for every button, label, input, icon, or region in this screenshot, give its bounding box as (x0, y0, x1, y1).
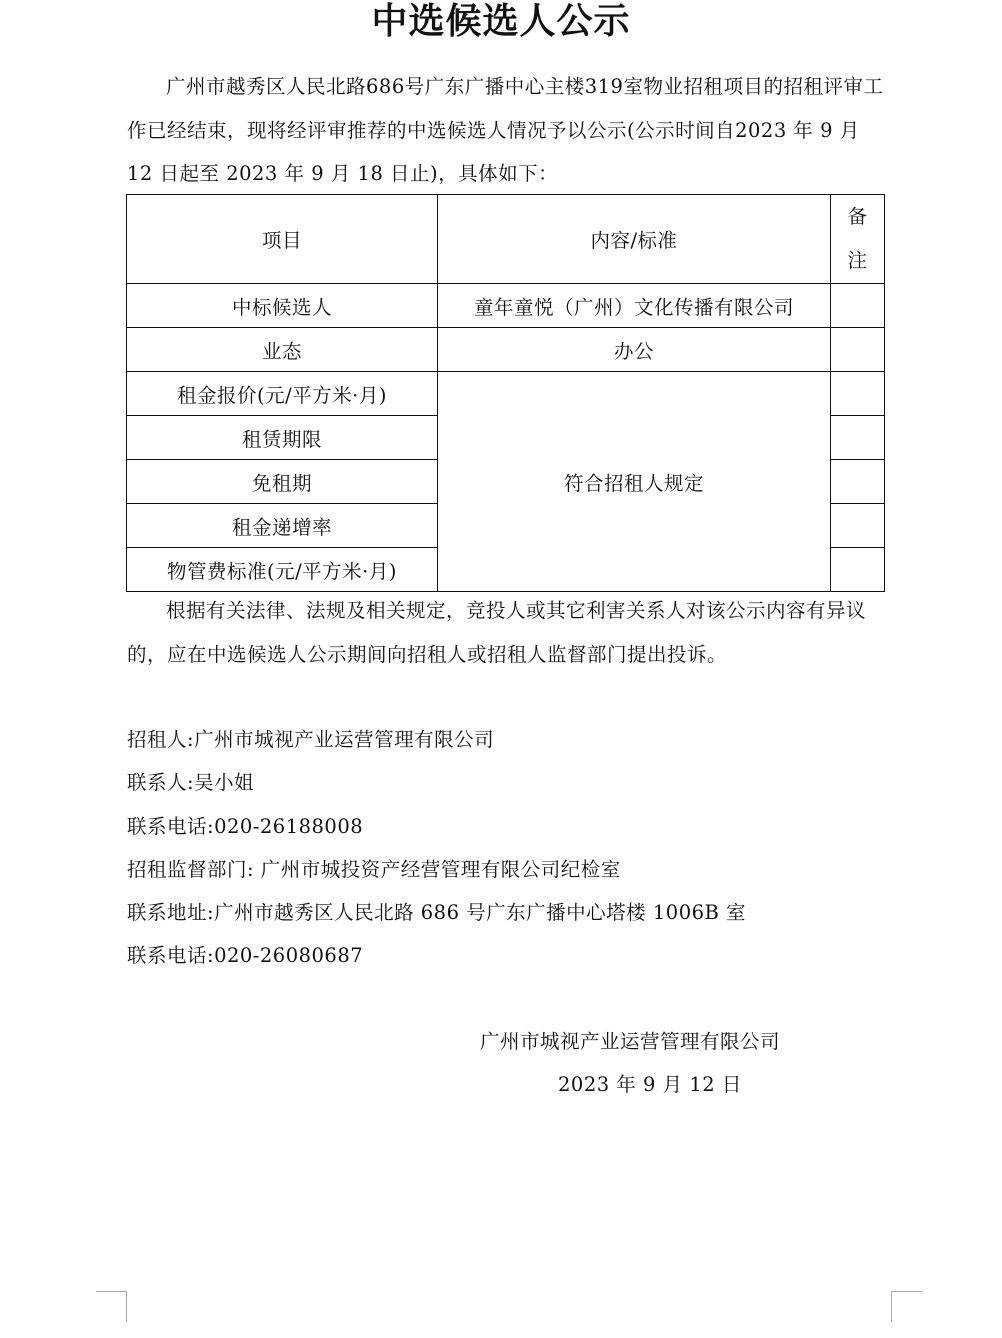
contact-line-supervisor-phone: 联系电话:020-26080687 (127, 944, 364, 967)
table-row (127, 372, 885, 416)
header-note-label: 备注 (847, 205, 868, 272)
row-item: 业态 (127, 328, 438, 372)
table-header-row (127, 195, 885, 284)
closing-paragraph: 根据有关法律、法规及相关规定，竞投人或其它利害关系人对该公示内容有异议的，应在中选候选人公示期间向招租人或招租人监督部门提出投诉。 (127, 599, 867, 666)
row-note (831, 416, 885, 460)
row-note (831, 284, 885, 328)
signature-date: 2023 年 9 月 12 日 (558, 1073, 742, 1096)
row-item: 租金报价(元/平方米·月) (127, 372, 438, 416)
row-content: 童年童悦（广州）文化传播有限公司 (438, 284, 831, 328)
document-title: 中选候选人公示 (371, 1, 631, 42)
row-content: 办公 (438, 328, 831, 372)
contact-line-lessor: 招租人:广州市城视产业运营管理有限公司 (127, 728, 495, 751)
row-note (831, 548, 885, 592)
page-corner-mark-left (96, 1291, 127, 1322)
header-item: 项目 (127, 195, 438, 284)
table-row (127, 284, 885, 328)
contact-line-supervisor: 招租监督部门: 广州市城投资产经营管理有限公司纪检室 (127, 858, 621, 881)
row-item: 中标候选人 (127, 284, 438, 328)
header-note (831, 195, 885, 284)
table-row (127, 328, 885, 372)
row-note (831, 328, 885, 372)
signature-company: 广州市城视产业运营管理有限公司 (480, 1030, 781, 1053)
contact-line-person: 联系人:吴小姐 (127, 771, 255, 794)
page-corner-mark-right (891, 1291, 922, 1322)
contact-line-address: 联系地址:广州市越秀区人民北路 686 号广东广播中心塔楼 1006B 室 (127, 901, 747, 924)
candidate-table (126, 194, 885, 592)
row-item: 租赁期限 (127, 416, 438, 460)
row-item: 免租期 (127, 460, 438, 504)
row-note (831, 460, 885, 504)
merged-content-cell: 符合招租人规定 (438, 372, 831, 592)
row-item: 物管费标准(元/平方米·月) (127, 548, 438, 592)
header-content: 内容/标准 (438, 195, 831, 284)
intro-paragraph: 广州市越秀区人民北路686号广东广播中心主楼319室物业招租项目的招租评审工作已经结束，现将经评审推荐的中选候选人情况予以公示(公示时间自2023 年 9 月 12 日起至 2023 年 9 月 18 日止)，具体如下： (127, 75, 884, 185)
row-note (831, 504, 885, 548)
row-item: 租金递增率 (127, 504, 438, 548)
row-note (831, 372, 885, 416)
contact-line-phone: 联系电话:020-26188008 (127, 815, 364, 838)
